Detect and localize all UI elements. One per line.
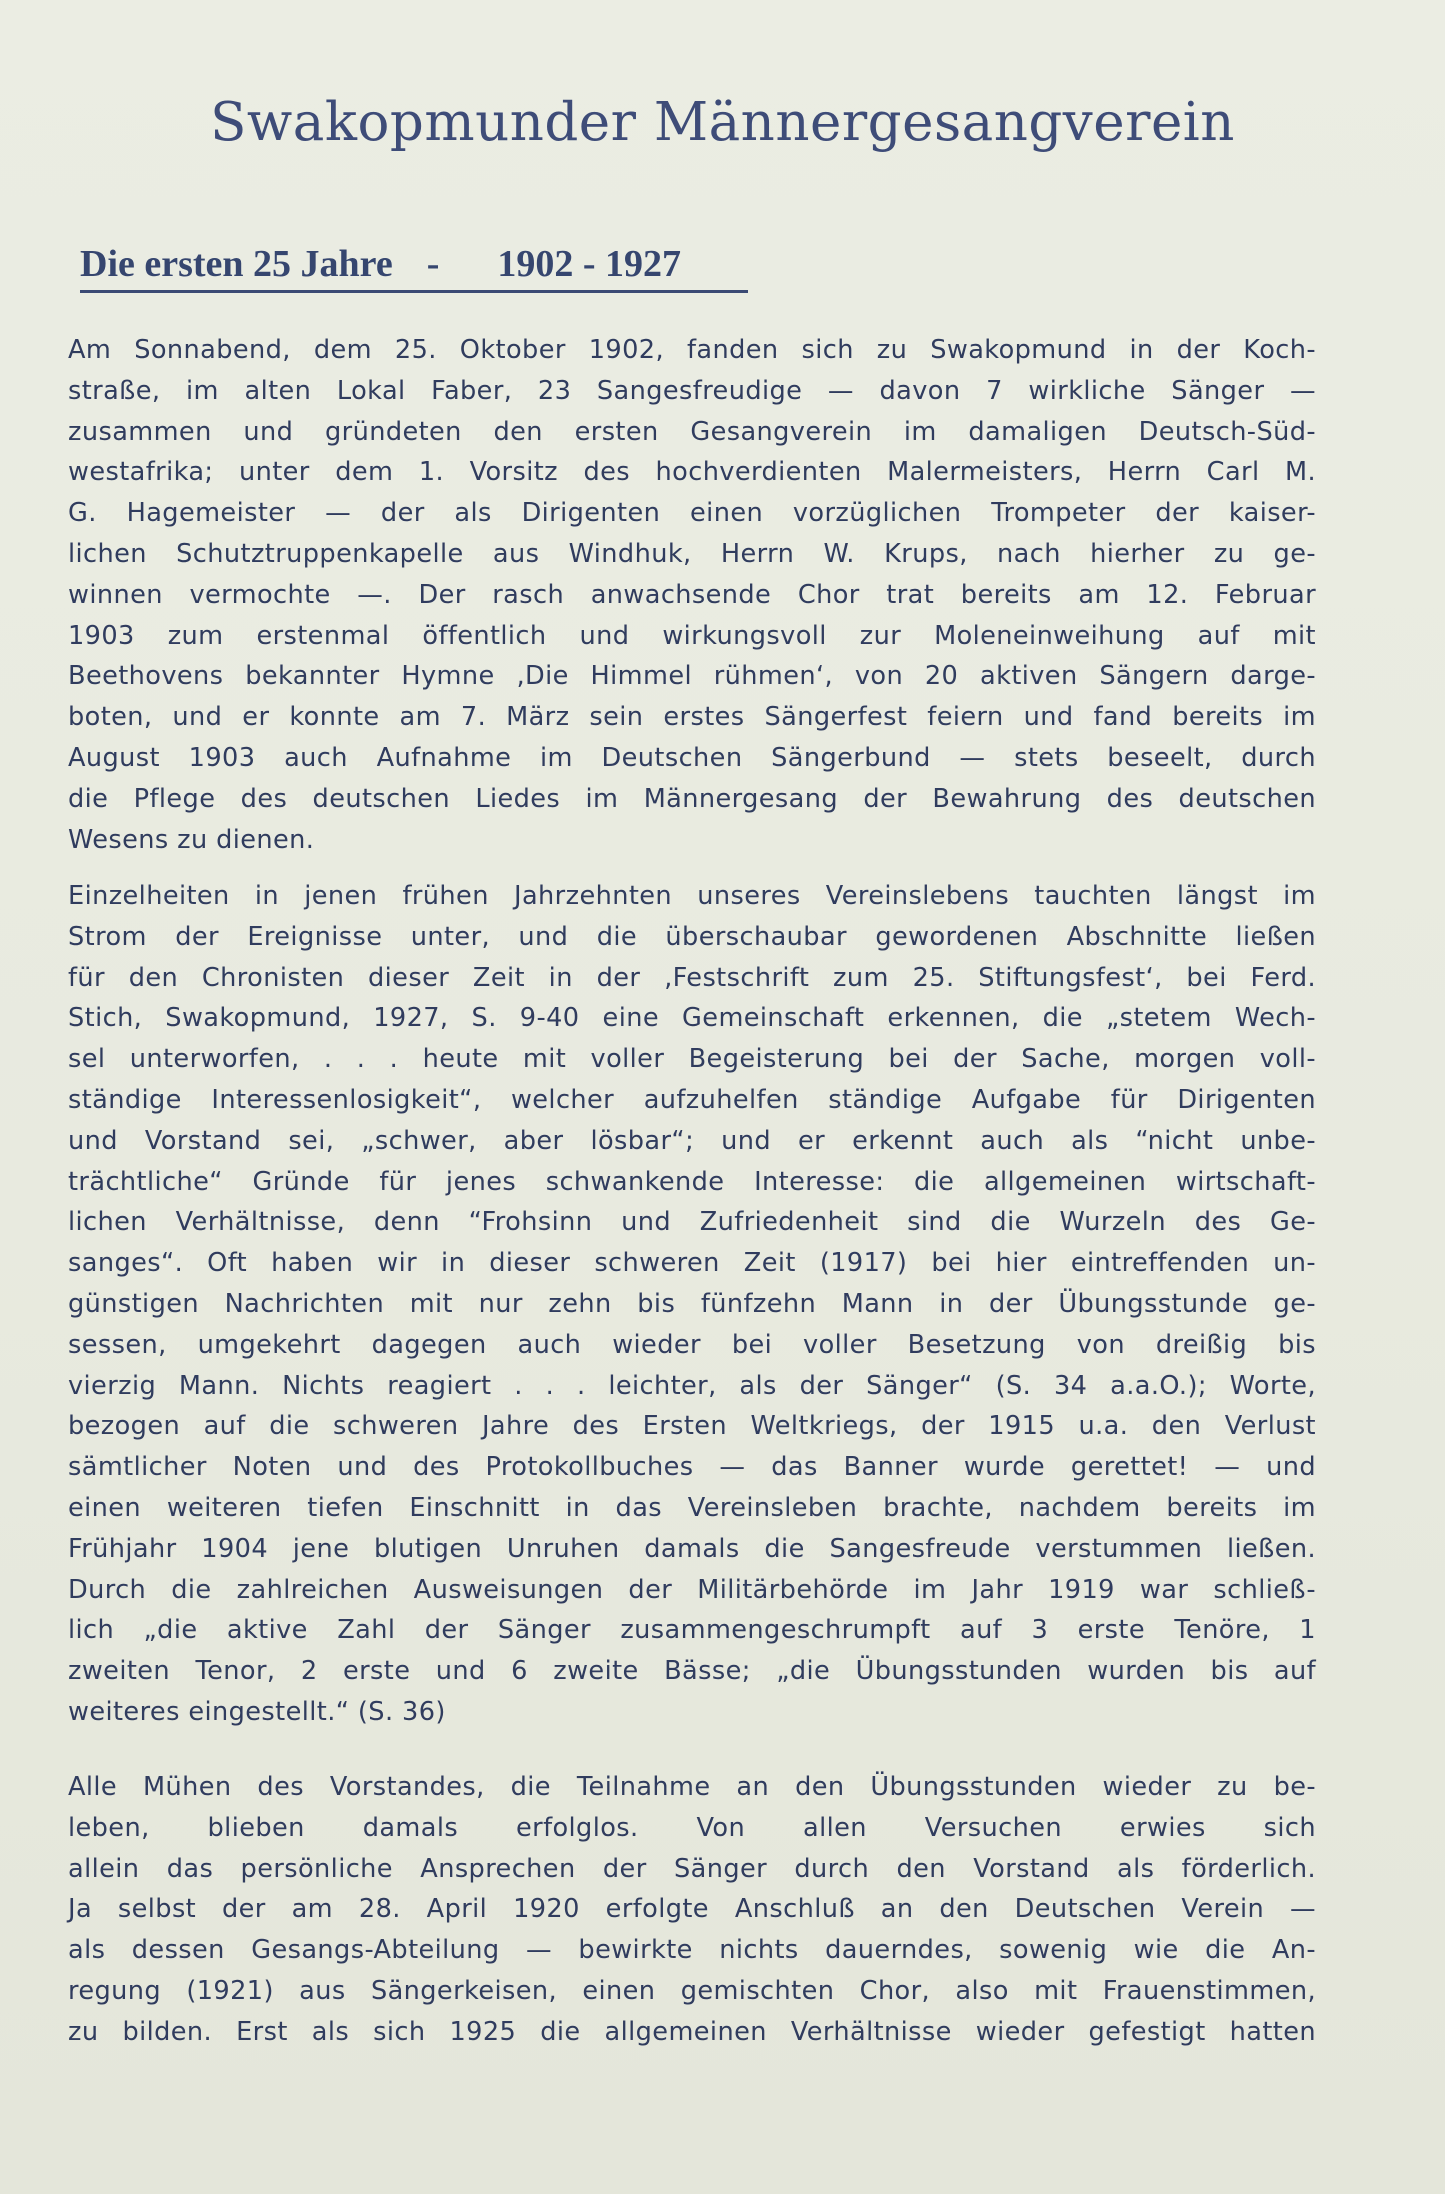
text-line: trächtliche“ Gründe für jenes schwankende Interesse: die allgemeinen wirtschaft- <box>68 1166 1316 1197</box>
text-line: August 1903 auch Aufnahme im Deutschen Sängerbund — stets beseelt, durch <box>68 742 1316 773</box>
text-line: für den Chronisten dieser Zeit in der ‚Festschrift zum 25. Stiftungsfest‘, bei Ferd. <box>68 962 1316 993</box>
section-heading-years: 1902 - 1927 <box>497 243 682 285</box>
text-line: leben, blieben damals erfolglos. Von allen Versuchen erwies sich <box>68 1812 1316 1843</box>
text-line: lich „die aktive Zahl der Sänger zusammengeschrumpft auf 3 erste Tenöre, 1 <box>68 1615 1316 1646</box>
paragraph <box>68 330 1316 860</box>
text-line: sanges“. Oft haben wir in dieser schweren Zeit (1917) bei hier eintreffenden un- <box>68 1248 1316 1279</box>
text-line: Ja selbst der am 28. April 1920 erfolgte Anschluß an den Deutschen Verein — <box>68 1894 1316 1925</box>
text-line: regung (1921) aus Sängerkeisen, einen gemischten Chor, also mit Frauenstimmen, <box>68 1975 1316 2006</box>
text-line: Alle Mühen des Vorstandes, die Teilnahme an den Übungsstunden wieder zu be- <box>68 1772 1316 1802</box>
text-line: allein das persönliche Ansprechen der Sänger durch den Vorstand als förderlich. <box>68 1853 1316 1884</box>
text-line: als dessen Gesangs-Abteilung — bewirkte nichts dauerndes, sowenig wie die An- <box>68 1935 1316 1966</box>
text-line: Beethovens bekannter Hymne ‚Die Himmel rühmen‘, von 20 aktiven Sängern darge- <box>68 661 1316 692</box>
text-line: vierzig Mann. Nichts reagiert . . . leichter, als der Sänger“ (S. 34 a.a.O.); Worte, <box>68 1370 1316 1401</box>
paragraph <box>68 1767 1316 2053</box>
text-line: zu bilden. Erst als sich 1925 die allgemeinen Verhältnisse wieder gefestigt hatten <box>68 2016 1316 2047</box>
text-line: Stich, Swakopmund, 1927, S. 9-40 eine Gemeinschaft erkennen, die „stetem Wech- <box>68 1003 1316 1034</box>
text-line: winnen vermochte —. Der rasch anwachsende Chor trat bereits am 12. Februar <box>68 579 1316 610</box>
text-line: zweiten Tenor, 2 erste und 6 zweite Bässe; „die Übungsstunden wurden bis auf <box>68 1656 1316 1687</box>
text-line: 1903 zum erstenmal öffentlich und wirkungsvoll zur Moleneinweihung auf mit <box>68 620 1316 651</box>
text-line: bezogen auf die schweren Jahre des Ersten Weltkriegs, der 1915 u.a. den Verlust <box>68 1411 1316 1442</box>
text-line: Strom der Ereignisse unter, und die überschaubar gewordenen Abschnitte ließen <box>68 921 1316 952</box>
text-line: günstigen Nachrichten mit nur zehn bis fünfzehn Mann in der Übungsstunde ge- <box>68 1288 1316 1319</box>
text-line: weiteres eingestellt.“ (S. 36) <box>68 1696 446 1727</box>
page-title: Swakopmunder Männergesangverein <box>210 92 1235 153</box>
text-line: Einzelheiten in jenen frühen Jahrzehnten unseres Vereinslebens tauchten längst im <box>68 881 1316 911</box>
text-line: boten, und er konnte am 7. März sein erstes Sängerfest feiern und fand bereits im <box>68 702 1316 733</box>
text-line: sämtlicher Noten und des Protokollbuches — das Banner wurde gerettet! — und <box>68 1452 1316 1483</box>
text-line: lichen Schutztruppenkapelle aus Windhuk, Herrn W. Krups, nach hierher zu ge- <box>68 538 1316 569</box>
text-line: G. Hagemeister — der als Dirigenten einen vorzüglichen Trompeter der kaiser- <box>68 498 1316 529</box>
text-line: sessen, umgekehrt dagegen auch wieder bei voller Besetzung von dreißig bis <box>68 1329 1316 1360</box>
text-line: lichen Verhältnisse, denn “Frohsinn und Zufriedenheit sind die Wurzeln des Ge- <box>68 1207 1316 1238</box>
text-line: ständige Interessenlosigkeit“, welcher aufzuhelfen ständige Aufgabe für Dirigenten <box>68 1084 1316 1115</box>
text-line: straße, im alten Lokal Faber, 23 Sangesfreudige — davon 7 wirkliche Sänger — <box>68 375 1316 406</box>
text-line: sel unterworfen, . . . heute mit voller Begeisterung bei der Sache, morgen voll- <box>68 1044 1316 1075</box>
text-line: die Pflege des deutschen Liedes im Männergesang der Bewahrung des deutschen <box>68 783 1316 814</box>
text-line: zusammen und gründeten den ersten Gesangverein im damaligen Deutsch-Süd- <box>68 416 1316 447</box>
text-line: Am Sonnabend, dem 25. Oktober 1902, fanden sich zu Swakopmund in der Koch- <box>68 335 1316 365</box>
text-line: einen weiteren tiefen Einschnitt in das Vereinsleben brachte, nachdem bereits im <box>68 1492 1316 1523</box>
text-line: und Vorstand sei, „schwer, aber lösbar“; und er erkennt auch als “nicht unbe- <box>68 1125 1316 1156</box>
section-heading-text: Die ersten 25 Jahre <box>80 243 393 285</box>
text-line: Wesens zu dienen. <box>68 824 315 855</box>
text-line: Durch die zahlreichen Ausweisungen der Militärbehörde im Jahr 1919 war schließ- <box>68 1574 1316 1605</box>
text-line: westafrika; unter dem 1. Vorsitz des hochverdienten Malermeisters, Herrn Carl M. <box>68 457 1316 488</box>
text-line: Frühjahr 1904 jene blutigen Unruhen damals die Sangesfreude verstummen ließen. <box>68 1533 1316 1564</box>
section-heading <box>80 242 748 293</box>
paragraph <box>68 876 1316 1733</box>
section-heading-dash: - <box>426 243 440 285</box>
